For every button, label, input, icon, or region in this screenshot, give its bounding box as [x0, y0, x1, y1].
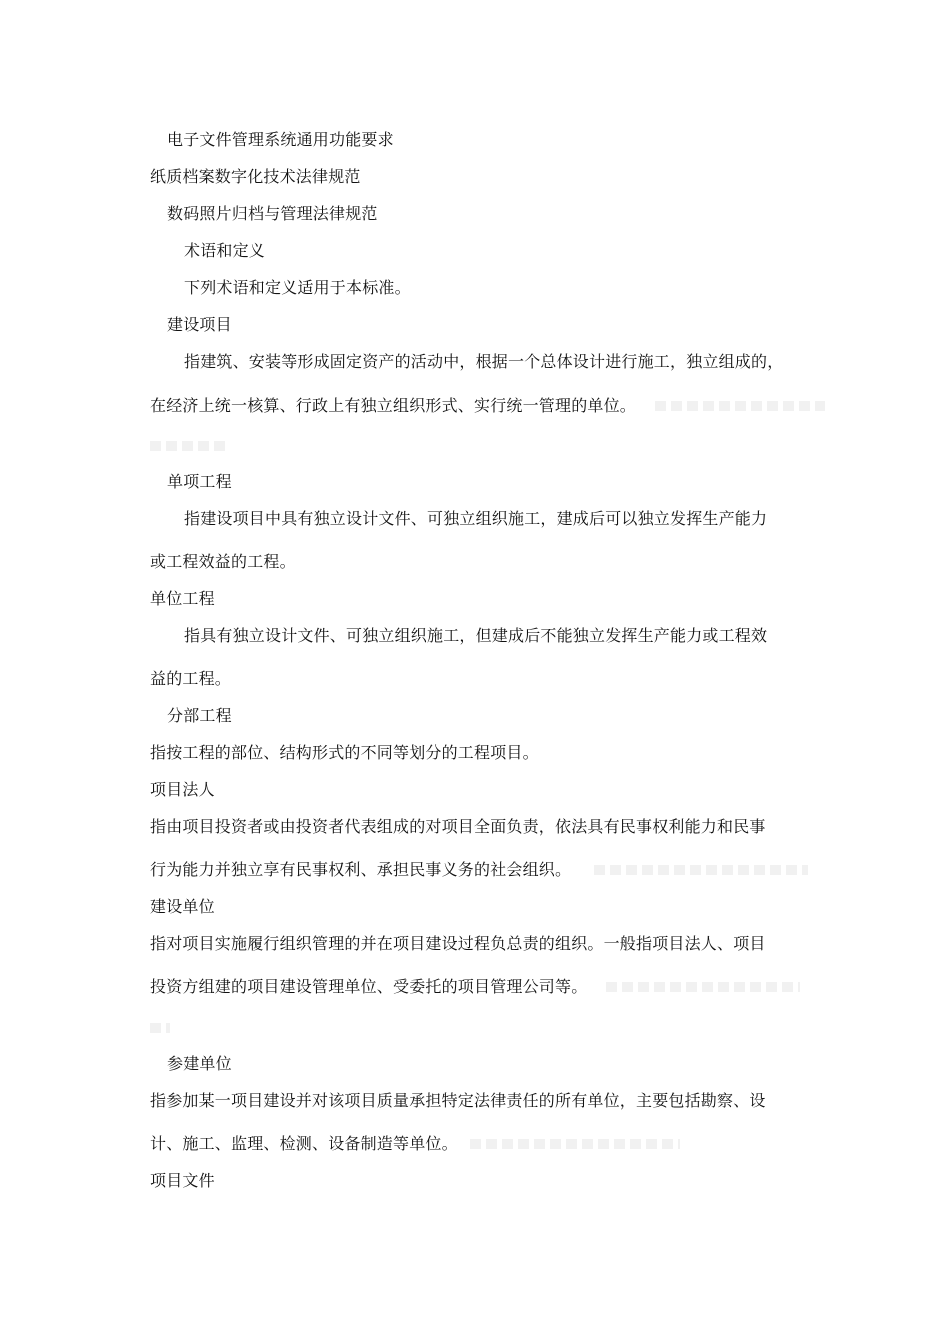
paragraph-line: 指建筑、安装等形成固定资产的活动中，根据一个总体设计进行施工，独立组成的，: [184, 352, 784, 371]
term-heading: 项目法人: [150, 780, 215, 799]
faint-artifact: [606, 982, 800, 992]
section-heading: 术语和定义: [184, 241, 266, 260]
document-line: 纸质档案数字化技术法律规范: [150, 167, 361, 186]
term-heading: 建设项目: [167, 315, 232, 334]
paragraph-line: 或工程效益的工程。: [150, 552, 296, 571]
faint-artifact: [150, 1023, 170, 1033]
term-heading: 单项工程: [167, 472, 232, 491]
faint-artifact: [470, 1139, 680, 1149]
document-line: 数码照片归档与管理法律规范: [167, 204, 378, 223]
term-heading: 项目文件: [150, 1171, 215, 1190]
paragraph-line: 行为能力并独立享有民事权利、承担民事义务的社会组织。: [150, 860, 572, 879]
paragraph-line: 投资方组建的项目建设管理单位、受委托的项目管理公司等。: [150, 977, 588, 996]
term-heading: 参建单位: [167, 1054, 232, 1073]
term-heading: 建设单位: [150, 897, 215, 916]
paragraph-line: 指具有独立设计文件、可独立组织施工，但建成后不能独立发挥生产能力或工程效: [184, 626, 768, 645]
paragraph-line: 指由项目投资者或由投资者代表组成的对项目全面负责，依法具有民事权利能力和民事: [150, 817, 766, 836]
term-heading: 分部工程: [167, 706, 232, 725]
paragraph-line: 益的工程。: [150, 669, 232, 688]
paragraph-line: 在经济上统一核算、行政上有独立组织形式、实行统一管理的单位。: [150, 396, 637, 415]
paragraph-line: 指按工程的部位、结构形式的不同等划分的工程项目。: [150, 743, 539, 762]
faint-artifact: [594, 865, 808, 875]
faint-artifact: [655, 401, 825, 411]
paragraph-line: 计、施工、监理、检测、设备制造等单位。: [150, 1134, 458, 1153]
paragraph-line: 指建设项目中具有独立设计文件、可独立组织施工，建成后可以独立发挥生产能力: [184, 509, 768, 528]
term-heading: 单位工程: [150, 589, 215, 608]
document-line: 电子文件管理系统通用功能要求: [167, 130, 394, 149]
paragraph-line: 指参加某一项目建设并对该项目质量承担特定法律责任的所有单位，主要包括勘察、设: [150, 1091, 766, 1110]
paragraph-line: 下列术语和定义适用于本标准。: [184, 278, 411, 297]
paragraph-line: 指对项目实施履行组织管理的并在项目建设过程负总责的组织。一般指项目法人、项目: [150, 934, 766, 953]
faint-artifact: [150, 441, 225, 451]
